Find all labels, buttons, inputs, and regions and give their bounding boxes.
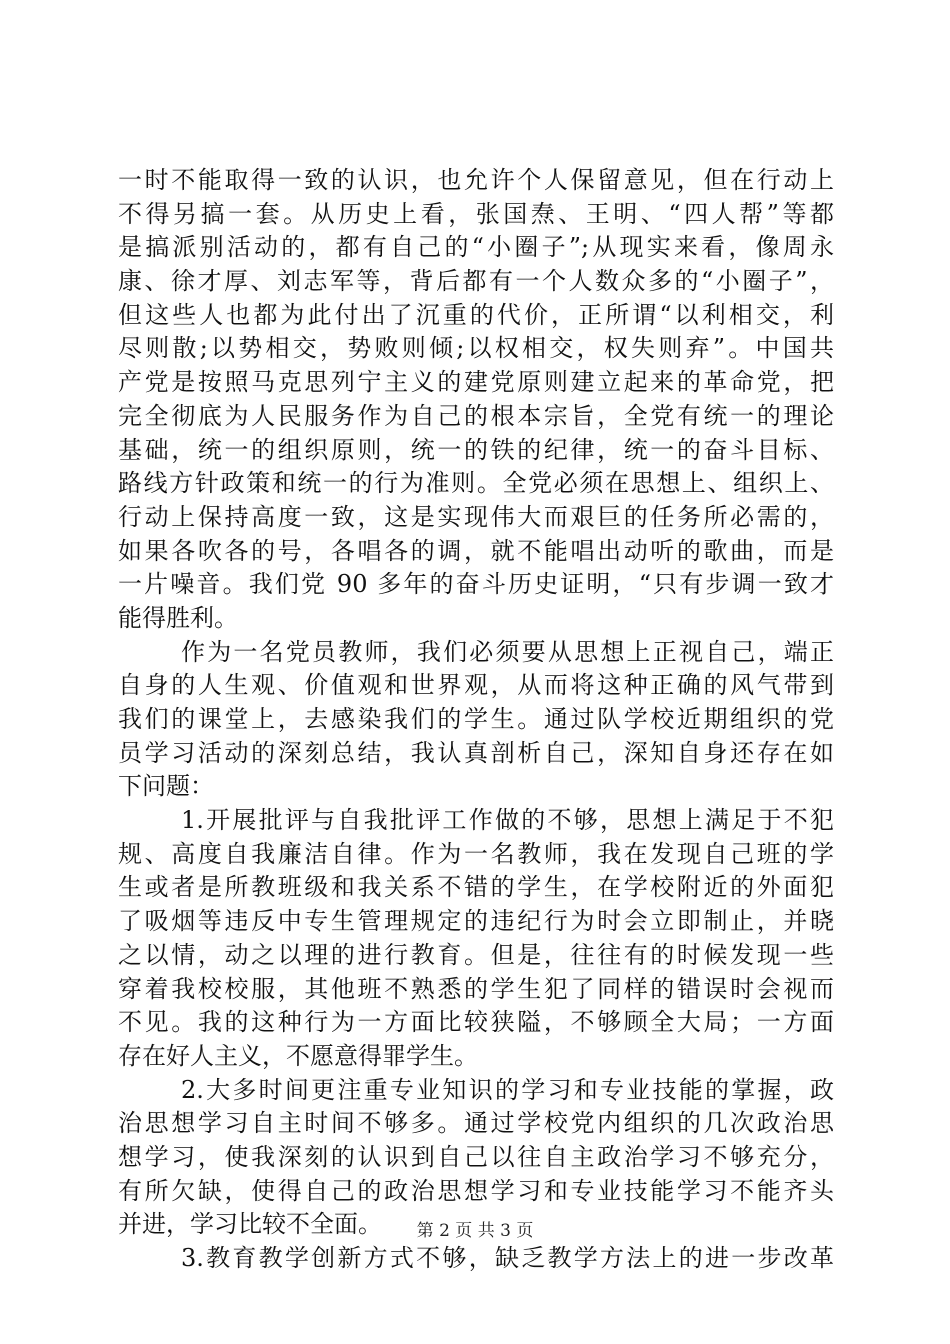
- text-line: 一片噪音。我们党 90 多年的奋斗历史证明，“只有步调一致才: [118, 570, 834, 599]
- text-line: 完全彻底为人民服务作为自己的根本宗旨，全党有统一的理论: [118, 401, 834, 430]
- text-line: 但这些人也都为此付出了沉重的代价，正所谓“以利相交，利: [118, 300, 834, 329]
- page-footer: 第 2 页 共 3 页: [416, 1221, 534, 1241]
- text-line: 存在好人主义，不愿意得罪学生。: [118, 1041, 478, 1070]
- text-line: 生或者是所教班级和我关系不错的学生，在学校附近的外面犯: [118, 873, 834, 902]
- text-line: 路线方针政策和统一的行为准则。全党必须在思想上、组织上、: [118, 469, 834, 498]
- text-line: 并进，学习比较不全面。: [118, 1210, 382, 1239]
- text-line: 3.教育教学创新方式不够，缺乏教学方法上的进一步改革: [181, 1244, 834, 1272]
- text-line: 员学习活动的深刻总结，我认真剖析自己，深知自身还存在如: [118, 738, 834, 767]
- text-line: 如果各吹各的号，各唱各的调，就不能唱出动听的歌曲，而是: [118, 536, 834, 565]
- text-line: 康、徐才厚、刘志军等，背后都有一个人数众多的“小圈子”，: [118, 267, 834, 296]
- text-line: 作为一名党员教师，我们必须要从思想上正视自己，端正: [181, 637, 834, 666]
- body-text: [118, 164, 834, 1276]
- text-line: 了吸烟等违反中专生管理规定的违纪行为时会立即制止，并晓: [118, 907, 834, 936]
- text-line: 尽则散;以势相交，势败则倾;以权相交，权失则弃”。中国共: [118, 334, 834, 363]
- text-line: 治思想学习自主时间不够多。通过学校党内组织的几次政治思: [118, 1109, 834, 1138]
- text-line: 一时不能取得一致的认识，也允许个人保留意见，但在行动上: [118, 166, 834, 194]
- text-line: 下问题：: [118, 772, 214, 801]
- text-line: 自身的人生观、价值观和世界观，从而将这种正确的风气带到: [118, 671, 834, 700]
- text-line: 我们的课堂上，去感染我们的学生。通过队学校近期组织的党: [118, 705, 834, 733]
- text-line: 不得另搞一套。从历史上看，张国焘、王明、“四人帮”等都: [118, 199, 834, 228]
- text-line: 产党是按照马克思列宁主义的建党原则建立起来的革命党，把: [118, 368, 834, 397]
- text-line: 有所欠缺，使得自己的政治思想学习和专业技能学习不能齐头: [118, 1176, 834, 1205]
- text-line: 基础，统一的组织原则，统一的铁的纪律，统一的奋斗目标、: [118, 435, 834, 464]
- text-line: 能得胜利。: [118, 603, 238, 632]
- text-line: 不见。我的这种行为一方面比较狭隘，不够顾全大局；一方面: [118, 1008, 834, 1037]
- text-line: 穿着我校校服，其他班不熟悉的学生犯了同样的错误时会视而: [118, 974, 834, 1003]
- text-line: 1.开展批评与自我批评工作做的不够，思想上满足于不犯: [181, 806, 834, 835]
- text-line: 规、高度自我廉洁自律。作为一名教师，我在发现自己班的学: [118, 839, 834, 868]
- text-line: 行动上保持高度一致，这是实现伟大而艰巨的任务所必需的，: [118, 502, 834, 531]
- text-line: 是搞派别活动的，都有自己的“小圈子”;从现实来看，像周永: [118, 233, 834, 262]
- text-line: 想学习，使我深刻的认识到自己以往自主政治学习不够充分，: [118, 1142, 834, 1171]
- text-line: 2.大多时间更注重专业知识的学习和专业技能的掌握，政: [181, 1075, 834, 1104]
- text-line: 之以情，动之以理的进行教育。但是，往往有的时候发现一些: [118, 940, 834, 969]
